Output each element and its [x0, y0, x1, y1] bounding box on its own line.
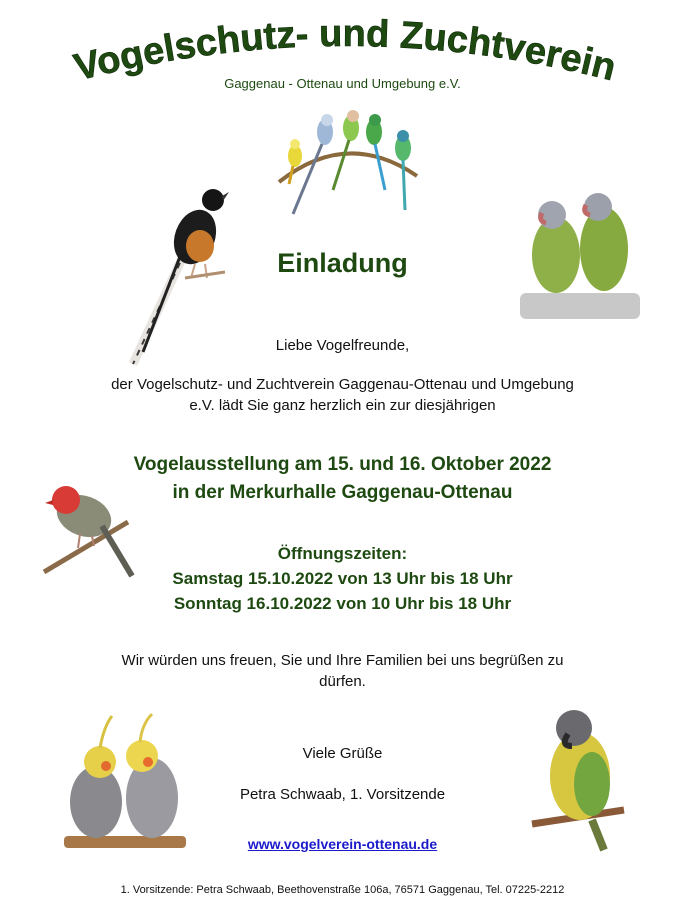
opening-hours-sunday: Sonntag 16.10.2022 von 10 Uhr bis 18 Uhr [173, 594, 512, 613]
budgies-on-branch-image [275, 110, 420, 218]
parrot-image [530, 700, 630, 855]
signature-text: Petra Schwaab, 1. Vorsitzende [239, 786, 446, 803]
opening-hours-heading: Öffnungszeiten: [277, 544, 408, 563]
club-title-text: Vogelschutz- und Zuchtverein [70, 12, 620, 90]
invitation-heading: Einladung [277, 248, 408, 278]
intro-line-2: e.V. lädt Sie ganz herzlich ein zur diesjährigen [189, 397, 496, 414]
cockatiels-image [60, 712, 190, 852]
club-subtitle: Gaggenau - Ottenau und Umgebung e.V. [224, 76, 461, 91]
closing-line-2: dürfen. [319, 673, 366, 690]
footer-contact: 1. Vorsitzende: Petra Schwaab, Beethovenstraße 106a, 76571 Gaggenau, Tel. 07225-2212 [120, 884, 565, 896]
closing-line-1: Wir würden uns freuen, Sie und Ihre Familien bei uns begrüßen zu [121, 652, 564, 669]
website-link[interactable]: www.vogelverein-ottenau.de [247, 836, 438, 852]
intro-line-1: der Vogelschutz- und Zuchtverein Gaggenau-Ottenau und Umgebung [111, 376, 574, 393]
event-location: in der Merkurhalle Gaggenau-Ottenau [172, 482, 513, 503]
regards-text: Viele Grüße [302, 745, 383, 762]
greeting-text: Liebe Vogelfreunde, [275, 337, 410, 354]
event-line-1: Vogelausstellung am 15. und 16. Oktober 2022 [133, 454, 552, 475]
opening-hours-saturday: Samstag 15.10.2022 von 13 Uhr bis 18 Uhr [172, 569, 513, 588]
